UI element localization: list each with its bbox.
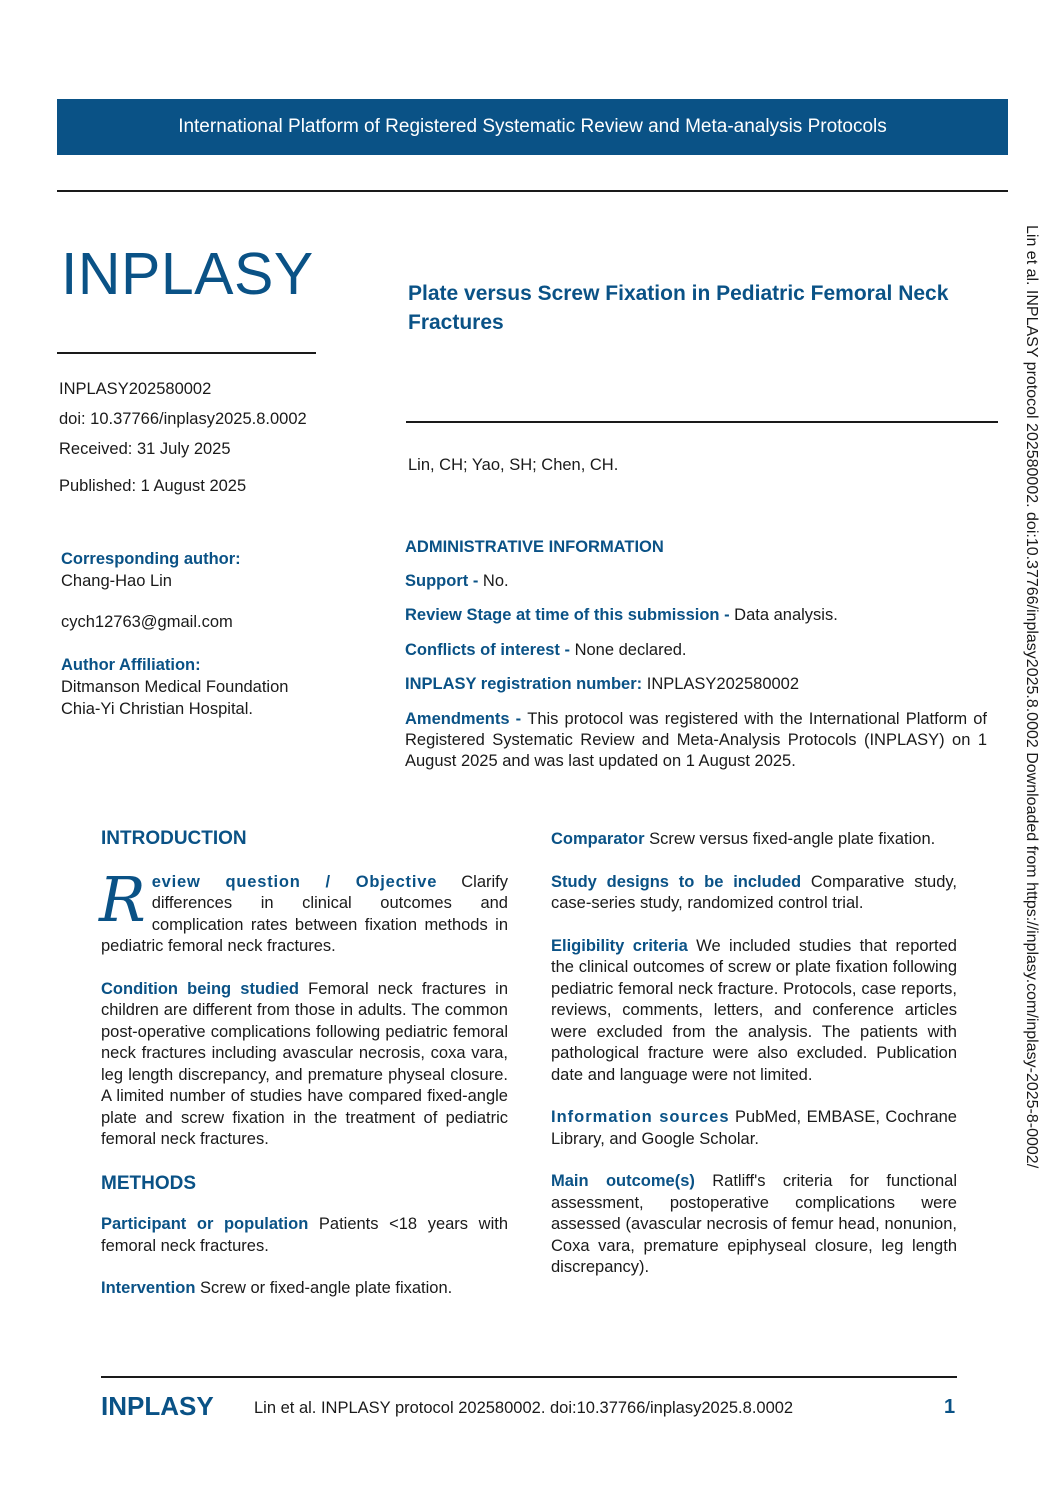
brand-divider [57,352,316,354]
support-label: Support - [405,572,483,590]
right-column [551,829,957,1279]
header-banner [57,99,1008,155]
population-text: Patients <18 years with femoral neck fractures. [101,1215,508,1255]
author-list: Lin, CH; Yao, SH; Chen, CH. [408,456,619,474]
methods-heading: METHODS [101,1172,196,1194]
population-label: Participant or population [101,1215,309,1233]
support-value: No. [482,572,509,590]
author-affiliation-block [61,654,288,720]
brand-logo-text: INPLASY [61,241,314,307]
information-sources-text: PubMed, EMBASE, Cochrane Library, and Google Scholar. [551,1108,957,1148]
admin-registration [405,675,799,694]
received-date: Received: 31 July 2025 [59,440,231,458]
review-question-paragraph [99,862,508,958]
admin-support [405,572,509,591]
doi-text[interactable]: doi: 10.37766/inplasy2025.8.0002 [59,410,307,428]
admin-conflicts [405,641,687,660]
main-outcome-paragraph [551,1171,957,1279]
intervention-paragraph [101,1278,508,1300]
information-sources-paragraph [551,1107,957,1150]
comparator-text: Screw versus fixed-angle plate fixation. [644,830,936,848]
affiliation-line-1: Ditmanson Medical Foundation [61,678,289,696]
top-divider [57,190,1008,192]
published-date: Published: 1 August 2025 [59,477,247,495]
population-paragraph [101,1214,508,1257]
amendments-value: This protocol was registered with the International Platform of Registered Systematic Review and Meta-Analysis Protocols (INPLASY) on 1 August 2025 and was last updated on 1 August 2025. [405,710,988,770]
intervention-text: Screw or fixed-angle plate fixation. [195,1279,453,1297]
condition-paragraph [101,979,508,1151]
condition-text: Femoral neck fractures in children are different from those in adults. The common post-operative complications following pediatric femoral neck fractures including avascular necrosis, coxa vara, leg length discrepancy, and premature physeal closure. A limited number of studies have compared fixed-angle plate and screw fixation in the treatment of pediatric femoral neck fractures. [101,979,509,1148]
registration-value: INPLASY202580002 [646,675,800,693]
main-outcome-label: Main outcome(s) [551,1172,695,1190]
left-column [101,828,508,1300]
amendments-label: Amendments - [405,710,528,728]
main-outcome-text: Ratliff's criteria for functional assessment, postoperative complications were assessed (avascular necrosis of femur head, nonunion, Coxa vara, premature epiphyseal closure, leg length discrepancy). [551,1172,957,1276]
side-citation: Lin et al. INPLASY protocol 202580002. doi:10.37766/inplasy2025.8.0002 Downloaded from https://inplasy.com/inplasy-2025-8-0002/ [1023,225,1040,1169]
footer-citation: Lin et al. INPLASY protocol 202580002. doi:10.37766/inplasy2025.8.0002 [254,1399,794,1417]
protocol-id: INPLASY202580002 [59,380,212,398]
registration-label: INPLASY registration number: [405,675,647,693]
condition-label: Condition being studied [101,979,299,998]
admin-heading: ADMINISTRATIVE INFORMATION [405,538,664,556]
title-divider [406,421,998,423]
study-design-paragraph [551,872,957,915]
review-stage-value: Data analysis. [734,606,838,624]
affiliation-line-2: Chia-Yi Christian Hospital. [61,700,253,718]
footer-divider [101,1376,957,1378]
study-design-text: Comparative study, case-series study, randomized control trial. [551,872,957,912]
corresponding-author-name: Chang-Hao Lin [61,572,172,590]
admin-amendments [405,709,987,772]
conflicts-label: Conflicts of interest - [405,641,575,659]
eligibility-paragraph [551,936,957,1087]
study-design-label: Study designs to be included [551,872,802,891]
conflicts-value: None declared. [574,641,687,659]
review-stage-label: Review Stage at time of this submission - [405,606,735,624]
comparator-label: Comparator [551,830,645,848]
intervention-label: Intervention [101,1279,196,1297]
information-sources-label: Information sources [551,1108,730,1126]
author-email[interactable]: cych12763@gmail.com [61,613,233,631]
eligibility-label: Eligibility criteria [551,936,688,955]
review-question-text: Clarify differences in clinical outcomes and complication rates between fixation methods in pediatric femoral neck fractures. [101,872,508,955]
page-number: 1 [944,1396,956,1418]
introduction-heading: INTRODUCTION [101,828,247,849]
footer-brand: INPLASY [101,1391,214,1421]
review-question-label: eview question / Objective [151,872,438,891]
affiliation-label: Author Affiliation: [61,656,201,674]
admin-review-stage [405,606,838,625]
eligibility-text: We included studies that reported the clinical outcomes of screw or plate fixation following pediatric femoral neck fracture. Protocols, case reports, reviews, comments, letters, and conference articles were excluded from the analysis. The patients with pathological fracture were also excluded. Publication date and language were not limited. [551,936,957,1084]
banner-text: International Platform of Registered Systematic Review and Meta-analysis Protocols [178,116,887,137]
page-title: Plate versus Screw Fixation in Pediatric Femoral Neck Fractures [408,282,949,334]
drop-cap: R [99,862,146,936]
comparator-paragraph [551,829,957,851]
corresponding-author-block [61,548,241,592]
corresponding-author-label: Corresponding author: [61,550,241,568]
